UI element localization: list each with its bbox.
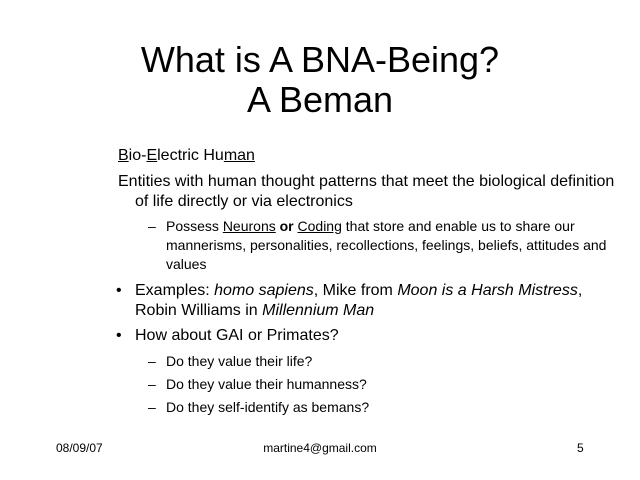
dash-marker: – — [148, 353, 156, 369]
neurons-text: Neurons — [222, 218, 276, 234]
examples-item — [118, 281, 618, 321]
dash-marker: – — [148, 376, 156, 392]
footer-email: martine4@gmail.com — [263, 441, 377, 455]
question-item — [118, 352, 618, 371]
question-item — [118, 375, 618, 394]
definition-io: io- — [128, 147, 147, 164]
or-text: or — [275, 218, 298, 234]
examples-mid2: , Robin Williams in — [135, 282, 583, 319]
definition-lectric: lectric — [157, 147, 204, 164]
title-line-1: What is A BNA-Being? — [140, 39, 500, 80]
question-text: Do they value their humanness? — [166, 376, 367, 392]
entities-text: Entities with human thought patterns that meet the biological definition of life directly or via electronics — [118, 173, 615, 210]
homo-sapiens-text: homo sapiens — [214, 282, 314, 299]
dash-marker: – — [148, 218, 156, 234]
bullet-marker: • — [116, 327, 122, 344]
definition-letter-b: B — [118, 147, 129, 164]
footer-page-number: 5 — [577, 441, 584, 455]
question-item — [118, 398, 618, 417]
millennium-title-text: Millennium Man — [262, 302, 375, 319]
definition-hu: Hu — [203, 147, 224, 164]
slide-body — [118, 146, 618, 417]
bullet-marker: • — [116, 282, 122, 299]
question-text: Do they self-identify as bemans? — [166, 399, 370, 415]
examples-pre: Examples: — [135, 282, 215, 299]
examples-mid: , Mike from — [313, 282, 398, 299]
gai-item — [118, 326, 618, 346]
slide-title — [0, 40, 640, 120]
possess-rest: that store and enable us to share our mannerisms, personalities, recollections, feelings, beliefs, attitudes and values — [166, 218, 607, 272]
possess-pre: Possess — [166, 218, 223, 234]
dash-marker: – — [148, 399, 156, 415]
possess-item — [118, 217, 618, 274]
definition-letter-e: E — [146, 147, 158, 164]
gai-text: How about GAI or Primates? — [135, 327, 339, 344]
definition-man: man — [223, 147, 255, 164]
footer-date: 08/09/07 — [56, 441, 103, 455]
coding-text: Coding — [297, 218, 342, 234]
question-text: Do they value their life? — [166, 353, 313, 369]
definition-line — [118, 146, 618, 166]
title-line-2: A Beman — [246, 79, 394, 120]
moon-title-text: Moon is a Harsh Mistress — [397, 282, 578, 299]
